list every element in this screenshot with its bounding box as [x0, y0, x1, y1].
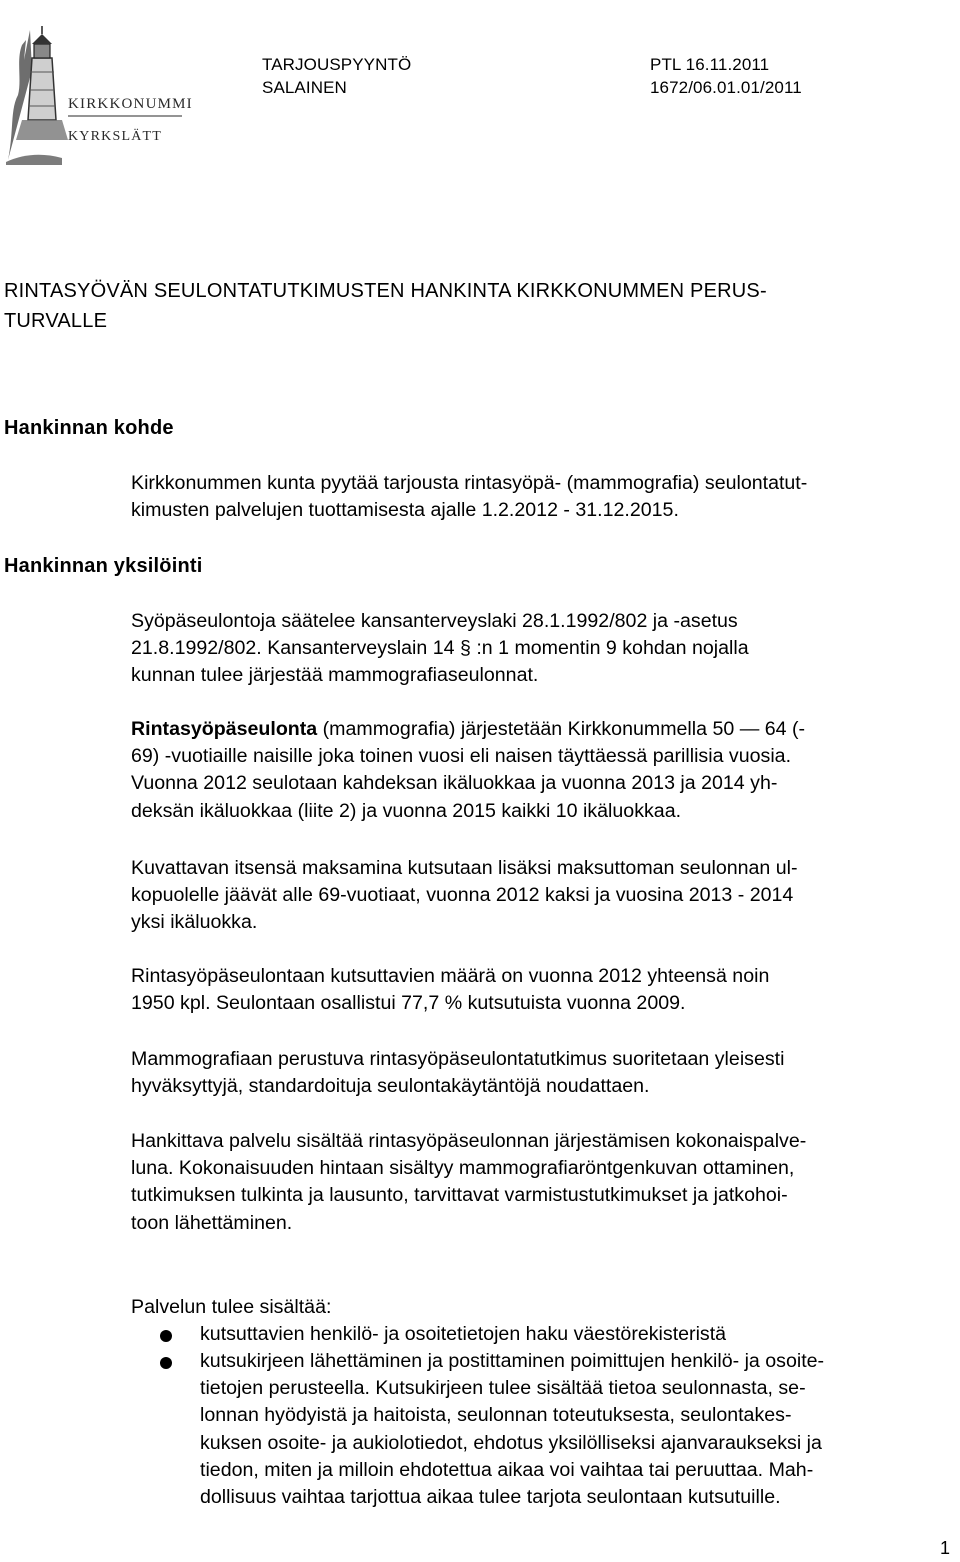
text-line: deksän ikäluokkaa (liite 2) ja vuonna 2015 kaikki 10 ikäluokkaa.: [131, 799, 682, 822]
page-title: [4, 276, 944, 336]
paragraph-service-list-intro: [131, 1294, 951, 1321]
title-line: RINTASYÖVÄN SEULONTATUTKIMUSTEN HANKINTA KIRKKONUMMEN PERUS-: [4, 280, 767, 302]
text-line: Mammografiaan perustuva rintasyöpäseulontatutkimus suoritetaan yleisesti: [131, 1048, 785, 1070]
text-line: (mammografia) järjestetään Kirkkonummella 50 — 64 (-: [317, 718, 806, 740]
heading-hankinnan-kohde: Hankinnan kohde: [4, 417, 174, 439]
list-item: [200, 1321, 950, 1348]
classification: SALAINEN: [262, 78, 347, 97]
text-line: dollisuus vaihtaa tarjottua aikaa tulee tarjota seulontaan kutsutuille.: [200, 1486, 781, 1509]
text-line: toon lähettäminen.: [131, 1211, 293, 1234]
text-line: Vuonna 2012 seulotaan kahdeksan ikäluokkaa ja vuonna 2013 ja 2014 yh-: [131, 772, 778, 795]
heading-hankinnan-yksilointi: Hankinnan yksilöinti: [4, 555, 203, 577]
paragraph-invitee-count: [131, 963, 951, 1017]
page-number: 1: [940, 1538, 951, 1558]
lighthouse-logo-icon: [2, 0, 192, 165]
text-line: Rintasyöpäseulontaan kutsuttavien määrä on vuonna 2012 yhteensä noin: [131, 965, 770, 987]
text-line: kunnan tulee järjestää mammografiaseulonnat.: [131, 664, 539, 687]
paragraph-practices: [131, 1046, 951, 1100]
text-line: lonnan hyödyistä ja haitoista, seulonnan toteutuksesta, seulontakes-: [200, 1404, 792, 1427]
text-line: Kuvattavan itsensä maksamina kutsutaan lisäksi maksuttoman seulonnan ul-: [131, 857, 798, 879]
title-line: TURVALLE: [4, 310, 108, 332]
paragraph-legislation: [131, 608, 951, 690]
text-line: hyväksyttyjä, standardoituja seulontakäytäntöjä noudattaen.: [131, 1075, 650, 1098]
text-line: yksi ikäluokka.: [131, 911, 258, 934]
text-line: Hankittava palvelu sisältää rintasyöpäseulonnan järjestämisen kokonaispalve-: [131, 1130, 807, 1152]
text-line: kuksen osoite- ja aukiolotiedot, ehdotus yksilölliseksi ajanvaraukseksi ja: [200, 1431, 822, 1454]
text-line: tiedon, miten ja milloin ehdotettua aikaa voi vaihtaa tai peruuttaa. Mah-: [200, 1458, 814, 1481]
municipality-logo: [2, 0, 192, 165]
list-item: [200, 1348, 950, 1511]
text-line: tutkimuksen tulkinta ja lausunto, tarvittavat varmistustutkimukset ja jatkohoi-: [131, 1184, 788, 1207]
bold-term: Rintasyöpäseulonta: [131, 718, 318, 740]
svg-text:KIRKKONUMMI: KIRKKONUMMI: [68, 96, 192, 112]
doc-type: TARJOUSPYYNTÖ: [262, 55, 412, 74]
text-line: 69) -vuotiaille naisille joka toinen vuosi eli naisen täyttäessä parillisia vuosia.: [131, 745, 792, 768]
text-line: 1950 kpl. Seulontaan osallistui 77,7 % kutsutuista vuonna 2009.: [131, 992, 686, 1015]
bullet-icon: [160, 1330, 172, 1342]
text-line: kutsuttavien henkilö- ja osoitetietojen haku väestörekisteristä: [200, 1323, 727, 1345]
text-line: kopuolelle jäävät alle 69-vuotiaat, vuonna 2012 kaksi ja vuosina 2013 - 2014: [131, 884, 794, 907]
paragraph-service-content: [131, 1128, 951, 1237]
text-line: luna. Kokonaisuuden hintaan sisältyy mammografiaröntgenkuvan ottaminen,: [131, 1157, 795, 1180]
text-line: kimusten palvelujen tuottamisesta ajalle 1.2.2012 - 31.12.2015.: [131, 499, 679, 522]
text-line: Palvelun tulee sisältää:: [131, 1296, 332, 1318]
bullet-icon: [160, 1357, 172, 1369]
text-line: tietojen perusteella. Kutsukirjeen tulee sisältää tietoa seulonnasta, se-: [200, 1377, 806, 1400]
text-line: Kirkkonummen kunta pyytää tarjousta rintasyöpä- (mammografia) seulontatut-: [131, 472, 808, 494]
paragraph-screening-ages: [131, 716, 951, 825]
paragraph-self-paid: [131, 855, 951, 937]
text-line: kutsukirjeen lähettäminen ja postittaminen poimittujen henkilö- ja osoite-: [200, 1350, 825, 1372]
ptl-date: PTL 16.11.2011: [650, 55, 770, 74]
text-line: 21.8.1992/802. Kansanterveyslain 14 § :n 1 momentin 9 kohdan nojalla: [131, 637, 749, 660]
text-line: Syöpäseulontoja säätelee kansanterveyslaki 28.1.1992/802 ja -asetus: [131, 610, 738, 632]
svg-text:KYRKSLÄTT: KYRKSLÄTT: [68, 129, 163, 144]
reference-number: 1672/06.01.01/2011: [650, 78, 802, 97]
paragraph-scope: [131, 470, 951, 524]
